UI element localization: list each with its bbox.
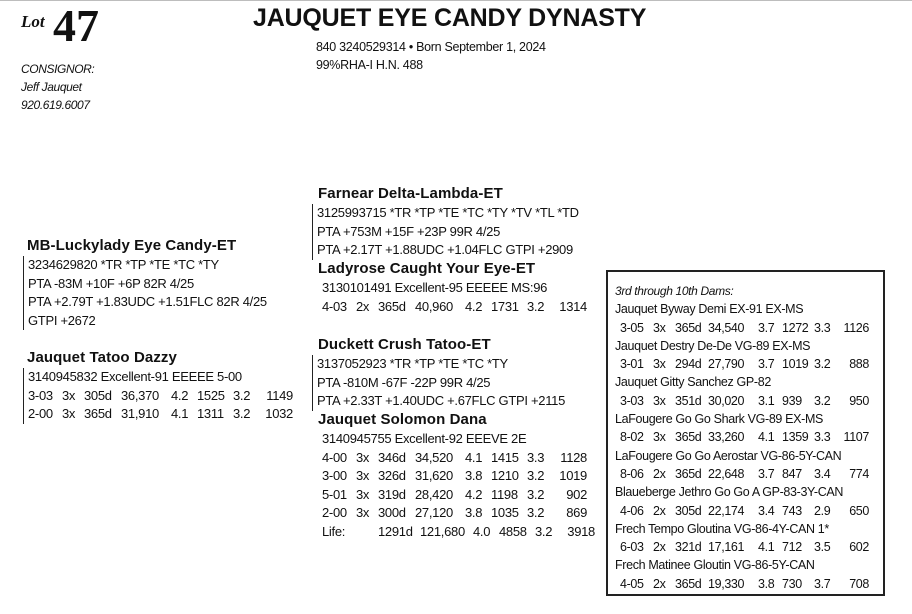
dam-sire-line: 3137052923 *TR *TP *TE *TC *TY [317, 356, 508, 371]
record-value: 365d [675, 466, 702, 481]
record-value: 2.9 [814, 503, 831, 518]
record-value: 1107 [843, 430, 869, 445]
sire-dam-id-line: 3130101491 Excellent-95 EEEEE MS:96 [322, 280, 548, 295]
top-rule [0, 0, 912, 1]
sire-name: MB-Luckylady Eye Candy-ET [27, 237, 237, 254]
record-value: 3-03 [620, 393, 644, 408]
registration-line: 840 3240529314 • Born September 1, 2024 [316, 40, 546, 54]
dam-sire-details [312, 355, 565, 411]
record-value: 712 [782, 540, 802, 555]
record-value: 294d [675, 357, 702, 372]
dam-entry-name: LaFougere Go Go Shark VG-89 EX-MS [615, 412, 823, 427]
dam-entry-record [615, 465, 883, 483]
record-value: 3.8 [758, 576, 775, 591]
record-value: 365d [675, 576, 702, 591]
record-value: 2x [653, 503, 666, 518]
record-value: 3x [653, 357, 666, 372]
sire-line: GTPI +2672 [28, 312, 96, 328]
dam-entry-name: Jauquet Destry De-De VG-89 EX-MS [615, 338, 811, 353]
record-value: 3.1 [758, 393, 775, 408]
record-value: 27,790 [708, 357, 745, 372]
record-value: 8-02 [620, 430, 644, 445]
record-value: 2x [653, 540, 666, 555]
dam-id-line: 3140945832 Excellent-91 EEEEE 5-00 [28, 369, 242, 384]
sire-dam-block [318, 259, 587, 316]
dam-entry-record [615, 428, 883, 446]
dam-entry-name: Jauquet Gitty Sanchez GP-82 [615, 375, 771, 390]
record-value: 351d [675, 393, 702, 408]
sire-sire-line: PTA +2.17T +1.88UDC +1.04FLC GTPI +2909 [317, 242, 573, 257]
record-value: 19,330 [708, 576, 745, 591]
record-value: 22,648 [708, 466, 745, 481]
dam-sire-block [318, 335, 565, 411]
record-value: 8-06 [620, 466, 644, 481]
record-value: 3.5 [814, 540, 831, 555]
dam-dam-lifetime-row: Life: 1291d 121,680 4.0 4858 3.2 3918 [322, 523, 595, 539]
record-value: 4-06 [620, 503, 644, 518]
record-value: 730 [782, 576, 802, 591]
record-value: 3.2 [814, 357, 831, 372]
breed-info-line: 99%RHA-I H.N. 488 [316, 58, 423, 72]
record-value: 4.1 [758, 540, 775, 555]
dam-dam-id-line: 3140945755 Excellent-92 EEEVE 2E [322, 431, 527, 446]
dam-entry-record [615, 502, 883, 520]
record-value: 743 [782, 503, 802, 518]
dam-sire-name: Duckett Crush Tatoo-ET [318, 336, 491, 353]
record-value: 847 [782, 466, 802, 481]
record-value: 3x [653, 430, 666, 445]
dam-dam-record-row: 4-00 3x 346d 34,520 4.1 1415 3.3 1128 [322, 449, 587, 465]
sire-line: PTA +2.79T +1.83UDC +1.51FLC 82R 4/25 [28, 294, 267, 309]
record-value: 3.7 [758, 357, 775, 372]
animal-registration [316, 38, 546, 74]
dam-entry-name: Blaueberge Jethro Go Go A GP-83-3Y-CAN [615, 485, 844, 500]
consignor-name: Jeff Jauquet [21, 80, 82, 94]
dam-sire-line: PTA +2.33T +1.40UDC +.67FLC GTPI +2115 [317, 393, 566, 408]
animal-name: JAUQUET EYE CANDY DYNASTY [253, 4, 647, 32]
dam-name: Jauquet Tatoo Dazzy [27, 349, 177, 366]
record-value: 17,161 [708, 540, 745, 555]
dam-dam-block [318, 410, 595, 541]
record-value: 2x [653, 576, 666, 591]
record-value: 33,260 [708, 430, 745, 445]
dam-block [27, 348, 293, 424]
sire-line: PTA -83M +10F +6P 82R 4/25 [28, 275, 194, 291]
record-value: 3.7 [758, 320, 775, 335]
record-value: 3x [653, 393, 666, 408]
record-value: 2x [653, 466, 666, 481]
dam-dam-details [318, 430, 595, 541]
record-value: 1019 [782, 357, 809, 372]
extended-dams-box [606, 270, 885, 596]
dam-entry-record [615, 355, 883, 373]
record-value: 3.4 [758, 503, 775, 518]
consignor-block [21, 60, 94, 114]
record-value: 365d [675, 430, 702, 445]
record-value: 888 [849, 357, 869, 372]
dam-dam-record-row: 5-01 3x 319d 28,420 4.2 1198 3.2 902 [322, 486, 587, 502]
dam-entry-record [615, 575, 883, 593]
record-value: 365d [675, 320, 702, 335]
dam-record-row: 3-03 3x 305d 36,370 4.2 1525 3.2 1149 [28, 387, 293, 403]
record-value: 950 [849, 393, 869, 408]
lot-label: Lot [21, 12, 45, 31]
consignor-phone: 920.619.6007 [21, 98, 90, 112]
record-value: 1359 [782, 430, 809, 445]
dam-entry-record [615, 319, 883, 337]
dam-dam-record-row: 2-00 3x 300d 27,120 3.8 1035 3.2 869 [322, 505, 587, 520]
record-value: 321d [675, 540, 702, 555]
record-value: 650 [849, 503, 869, 518]
sire-line: 3234629820 *TR *TP *TE *TC *TY [28, 257, 219, 272]
record-value: 3-01 [620, 357, 644, 372]
record-value: 30,020 [708, 393, 745, 408]
record-value: 774 [849, 466, 869, 481]
sire-sire-line: 3125993715 *TR *TP *TE *TC *TY *TV *TL *TD [317, 205, 579, 220]
dam-dam-name: Jauquet Solomon Dana [318, 411, 487, 428]
record-value: 4.1 [758, 430, 775, 445]
lot-number: 47 [53, 0, 99, 51]
dam-record-row: 2-00 3x 365d 31,910 4.1 1311 3.2 1032 [28, 406, 293, 421]
dam-entry-record [615, 392, 883, 410]
record-value: 3.7 [758, 466, 775, 481]
dam-entry-record [615, 538, 883, 556]
sire-details [23, 256, 267, 330]
dam-entry-name: Jauquet Byway Demi EX-91 EX-MS [615, 302, 804, 317]
dam-dam-record-row: 3-00 3x 326d 31,620 3.8 1210 3.2 1019 [322, 468, 587, 483]
sire-sire-name: Farnear Delta-Lambda-ET [318, 185, 503, 202]
record-value: 3.7 [814, 576, 831, 591]
record-value: 708 [849, 576, 869, 591]
record-value: 3.3 [814, 430, 831, 445]
record-value: 4-05 [620, 576, 644, 591]
dam-entry-name: Frech Tempo Gloutina VG-86-4Y-CAN 1* [615, 521, 829, 536]
dam-entry-name: LaFougere Go Go Aerostar VG-86-5Y-CAN [615, 448, 842, 463]
record-value: 3.2 [814, 393, 831, 408]
dams-list [615, 300, 883, 593]
dams-box-heading: 3rd through 10th Dams: [615, 284, 734, 298]
record-value: 3.4 [814, 466, 831, 481]
dam-entry-name: Frech Matinee Gloutin VG-86-5Y-CAN [615, 558, 815, 573]
sire-dam-record-row: 4-03 2x 365d 40,960 4.2 1731 3.2 1314 [322, 298, 587, 314]
record-value: 305d [675, 503, 702, 518]
consignor-label: CONSIGNOR: [21, 62, 95, 76]
sire-block [27, 236, 267, 330]
record-value: 6-03 [620, 540, 644, 555]
dam-details [23, 368, 293, 424]
record-value: 3x [653, 320, 666, 335]
record-value: 939 [782, 393, 802, 408]
sire-dam-details [318, 279, 587, 316]
record-value: 1272 [782, 320, 809, 335]
sire-sire-block [318, 184, 579, 260]
record-value: 1126 [843, 320, 869, 335]
record-value: 602 [849, 540, 869, 555]
record-value: 34,540 [708, 320, 745, 335]
record-value: 3.3 [814, 320, 831, 335]
record-value: 3-05 [620, 320, 644, 335]
sire-sire-line: PTA +753M +15F +23P 99R 4/25 [317, 223, 501, 239]
record-value: 22,174 [708, 503, 745, 518]
dam-sire-line: PTA -810M -67F -22P 99R 4/25 [317, 374, 491, 390]
sire-sire-details [312, 204, 579, 260]
sire-dam-name: Ladyrose Caught Your Eye-ET [318, 260, 536, 277]
